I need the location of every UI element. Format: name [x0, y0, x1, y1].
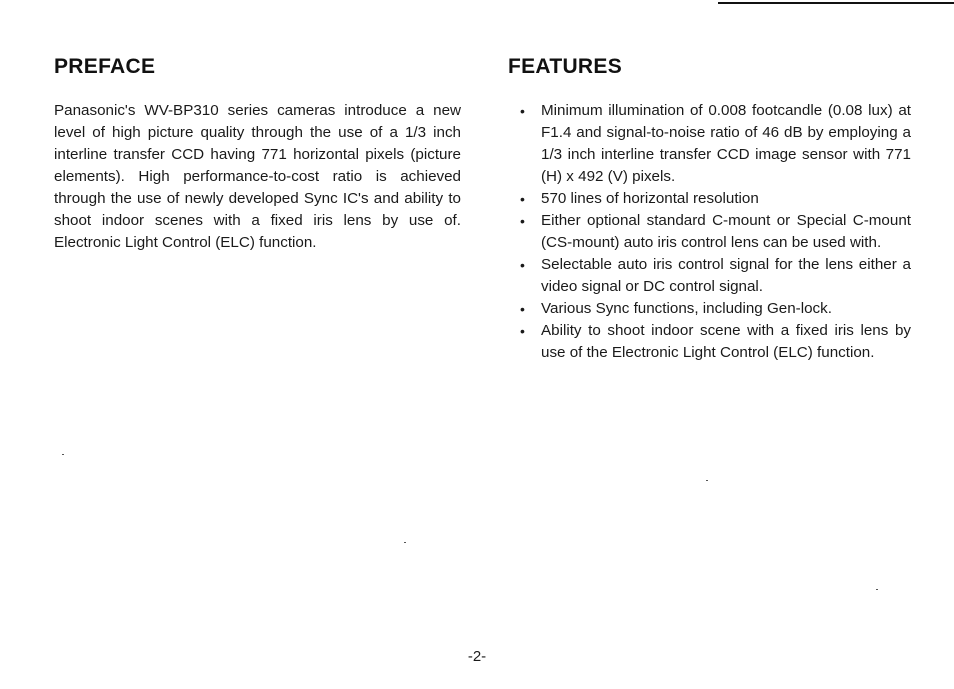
feature-item-4 [520, 254, 911, 298]
bullet-icon: • [520, 257, 525, 273]
feature-text: Various Sync functions, including Gen-lock. [541, 300, 832, 317]
feature-item-1 [520, 100, 911, 188]
scan-speck [876, 589, 878, 590]
bullet-icon: • [520, 191, 525, 207]
features-list [520, 100, 911, 364]
page-number: -2- [467, 648, 487, 665]
bullet-icon: • [520, 301, 525, 317]
features-heading: FEATURES [508, 55, 623, 78]
feature-text: Selectable auto iris control signal for the lens either a video signal or DC control signal. [541, 256, 911, 295]
feature-text: 570 lines of horizontal resolution [541, 190, 759, 207]
top-rule [718, 2, 954, 4]
scan-speck [404, 542, 406, 543]
feature-text: Minimum illumination of 0.008 footcandle (0.08 lux) at F1.4 and signal-to-noise ratio of 46 dB by employing a 1/3 inch interline transfer CCD image sensor with 771 (H) x 492 (V) pixels. [541, 102, 911, 185]
bullet-icon: • [520, 213, 525, 229]
scan-speck [62, 454, 64, 455]
feature-item-3 [520, 210, 911, 254]
feature-text: Ability to shoot indoor scene with a fixed iris lens by use of the Electronic Light Control (ELC) function. [541, 322, 911, 361]
feature-item-6 [520, 320, 911, 364]
scan-speck [706, 480, 708, 481]
feature-item-5 [520, 298, 911, 320]
bullet-icon: • [520, 323, 525, 339]
preface-paragraph: Panasonic's WV-BP310 series cameras introduce a new level of high picture quality through the use of a 1/3 inch interline transfer CCD having 771 horizontal pixels (picture elements). High performance-to-cost ratio is achieved through the use of newly developed Sync IC's and ability to shoot indoor scenes with a fixed iris lens by use of. Electronic Light Control (ELC) function. [54, 102, 461, 251]
feature-text: Either optional standard C-mount or Special C-mount (CS-mount) auto iris control lens can be used with. [541, 212, 911, 251]
preface-heading: PREFACE [54, 55, 156, 78]
feature-item-2 [520, 188, 911, 210]
bullet-icon: • [520, 103, 525, 119]
